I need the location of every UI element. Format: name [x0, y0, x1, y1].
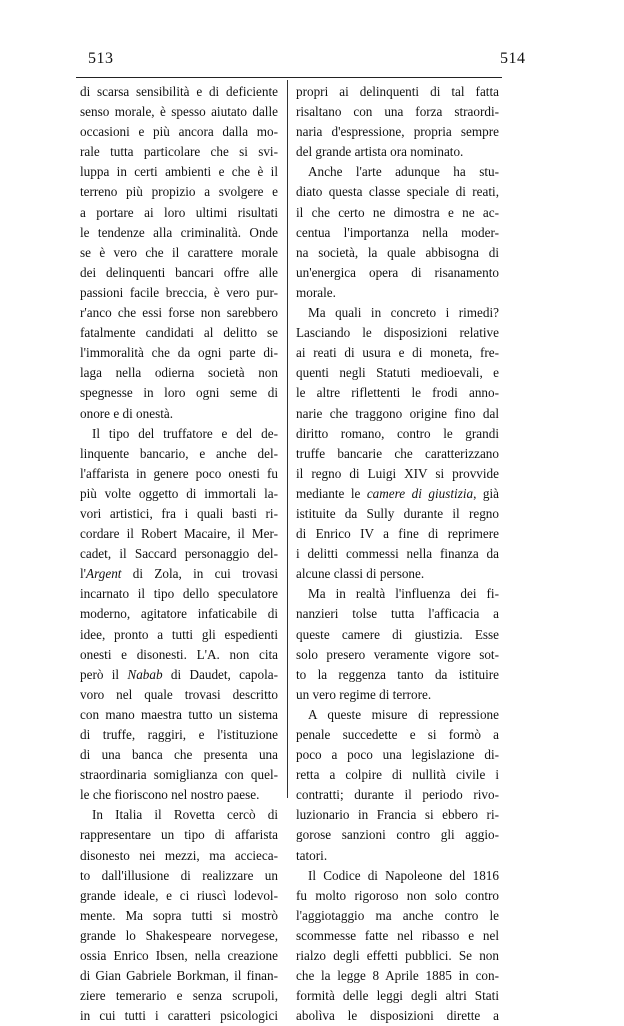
text-line: di scarsa sensibilità e di deficiente — [80, 84, 278, 99]
text-line: solo presero veramente vigore sot- — [296, 646, 499, 662]
text-line: formità delle leggi degli altri Stati — [296, 988, 499, 1004]
text-line: abolìva le disposizioni dirette a — [296, 1008, 499, 1024]
text-line: di Enrico IV a fine di reprimere — [296, 526, 499, 542]
text-line: onore e di onestà. — [80, 405, 174, 421]
text-line: linquente bancario, e anche del- — [80, 445, 278, 461]
text-line: r'anco che essi forse non sarebbero — [80, 305, 278, 321]
text-line: A queste misure di repressione — [308, 706, 499, 722]
text-line: i delitti commessi nella finanza da — [296, 546, 499, 562]
column-divider — [287, 80, 288, 798]
text-line: rialzo degli effetti pubblici. Se non — [296, 948, 499, 964]
text-line: queste camere di giustizia. Esse — [296, 626, 499, 642]
text-line: luppa in certi ambienti e che è il — [80, 164, 278, 180]
text-line: ossia Enrico Ibsen, nella creazione — [80, 948, 278, 964]
text-line: l'aggiotaggio ma anche contro le — [296, 907, 499, 923]
text-line: truffe bancarie che caratterizzano — [296, 445, 499, 461]
text-line: dei delinquenti bancari offre alle — [80, 264, 278, 280]
text-line: incarnato il tipo dello speculatore — [80, 586, 278, 602]
text-line: contratti; durante il periodo rivo- — [296, 787, 499, 803]
text-line: disonesto nei mezzi, ma accieca- — [80, 847, 278, 863]
text-line: luzionario in Francia si ebbero ri- — [296, 807, 499, 823]
text-line: rale tutta particolare che si svi- — [80, 144, 278, 160]
text-line: il regno di Luigi XIV si provvide — [296, 465, 499, 481]
text-line: na società, la quale abbisogna di — [296, 244, 499, 260]
left-column-text — [80, 82, 278, 1026]
text-line: laga nella odierna società non — [80, 365, 278, 381]
text-line: rappresentare un tipo di affarista — [80, 827, 278, 843]
text-line: idee, pronto a tutti gli espedienti — [80, 626, 278, 642]
text-line: passioni facile breccia, è vero pur- — [80, 284, 278, 300]
text-line: Lasciando le disposizioni relative — [296, 325, 499, 341]
text-line: nanzieri tolse tutta l'afficacia a — [296, 606, 499, 622]
text-line: le tendenze alla criminalità. Onde — [80, 224, 278, 240]
page-number-right: 514 — [500, 50, 526, 67]
text-line: fu molto rigoroso non solo contro — [296, 887, 499, 903]
text-line: che la legge 8 Aprile 1885 in con- — [296, 968, 499, 984]
text-line: retta a colpire di nullità civile i — [296, 767, 499, 783]
text-line: terreno più propizio a svolgere e — [80, 184, 278, 200]
text-line: morale. — [296, 284, 336, 300]
text-line: Il tipo del truffatore e del de- — [92, 425, 278, 441]
text-line: ziere temerario e senza scrupoli, — [80, 988, 278, 1004]
text-line: Anche l'arte adunque ha stu- — [308, 164, 499, 180]
text-line: Ma in realtà l'influenza dei fi- — [308, 586, 499, 602]
text-line: più volte oggetto di immortali la- — [80, 485, 278, 501]
text-line: in cui tutti i caratteri psicologici — [80, 1008, 278, 1024]
text-line: l'affarista in genere poco onesti fu — [80, 465, 278, 481]
text-line: risaltano con una forza straordi- — [296, 104, 499, 120]
text-line: ai reati di usura e di moneta, fre- — [296, 345, 499, 361]
text-line: diritto romano, contro le grandi — [296, 425, 499, 441]
text-line: di truffe, raggiri, e l'istituzione — [80, 727, 278, 742]
text-line: del grande artista ora nominato. — [296, 144, 464, 160]
text-line: l'immoralità che da ogni parte di- — [80, 345, 278, 361]
text-line: occasioni e più ancora dalla mo- — [80, 124, 278, 140]
text-line: Il Codice di Napoleone del 1816 — [308, 867, 499, 883]
text-line: propri ai delinquenti di tal fatta — [296, 84, 499, 99]
text-line: voro nel quale trovasi descritto — [80, 686, 278, 702]
text-line: di una banca che presenta una — [80, 747, 278, 763]
text-line: penale succedette e si formò a — [296, 727, 499, 742]
text-line: naria d'espressione, propria sempre — [296, 124, 499, 140]
text-line: il che certo ne dimostra e ne ac- — [296, 204, 499, 220]
text-line: moderno, agitatore infaticabile di — [80, 606, 278, 622]
text-line: istituite da Sully durante il regno — [296, 505, 499, 521]
text-line: mediante le camere di giustizia, già — [296, 485, 499, 501]
text-line: mente. Ma sopra tutti si mostrò — [80, 907, 278, 923]
text-line: le che fioriscono nel nostro paese. — [80, 787, 260, 803]
text-line: se è vero che il carattere morale — [80, 244, 278, 260]
text-line: di Gian Gabriele Borkman, il finan- — [80, 968, 278, 984]
text-line: to dall'illusione di realizzare un — [80, 867, 278, 883]
text-line: narie che traggono origine fino dal — [296, 405, 499, 421]
text-line: Ma quali in concreto i rimedi? — [308, 305, 499, 321]
text-line: poco a poco una legislazione di- — [296, 747, 499, 763]
text-line: straordinaria somiglianza con quel- — [80, 767, 278, 783]
text-line: le altre riflettenti le frodi anno- — [296, 385, 499, 401]
text-line: In Italia il Rovetta cercò di — [92, 807, 278, 823]
text-line: spegnesse in loro ogni seme di — [80, 385, 278, 401]
text-line: gorose sanzioni contro gli aggio- — [296, 827, 499, 843]
text-line: un vero regime di terrore. — [296, 686, 432, 702]
text-line: l'Argent di Zola, in cui trovasi — [80, 566, 278, 582]
text-line: grande lo Shakespeare norvegese, — [80, 927, 278, 943]
text-line: cordare il Robert Macaire, il Mer- — [80, 526, 278, 542]
text-line: onesti e disonesti. L'A. non cita — [80, 646, 278, 662]
text-line: cadet, il Saccard personaggio del- — [80, 546, 278, 562]
header-rule — [76, 77, 502, 78]
text-line: grande ideale, e ci riuscì lodevol- — [80, 887, 278, 903]
text-line: to la reggenza tanto da istituire — [296, 666, 499, 682]
text-line: alcune classi di persone. — [296, 566, 425, 582]
text-line: però il Nabab di Daudet, capola- — [80, 666, 278, 682]
text-line: un'energica opera di risanamento — [296, 264, 499, 280]
text-line: fatalmente candidati al delitto se — [80, 325, 278, 341]
page-number-left: 513 — [88, 50, 114, 67]
text-line: tatori. — [296, 847, 328, 863]
text-line: con mano maestra tutto un sistema — [80, 706, 278, 722]
text-line: centua l'importanza nella moder- — [296, 224, 499, 240]
text-line: diato questa classe speciale di reati, — [296, 184, 499, 200]
text-line: senso morale, è spesso aiutato dalle — [80, 104, 278, 120]
text-line: vori artistici, fra i quali basti ri- — [80, 505, 278, 521]
text-line: a portare ai loro ultimi risultati — [80, 204, 278, 220]
text-line: scommesse fatte nel ribasso e nel — [296, 927, 499, 943]
right-column-text — [296, 82, 499, 1026]
text-line: quenti negli Statuti medioevali, e — [296, 365, 499, 381]
